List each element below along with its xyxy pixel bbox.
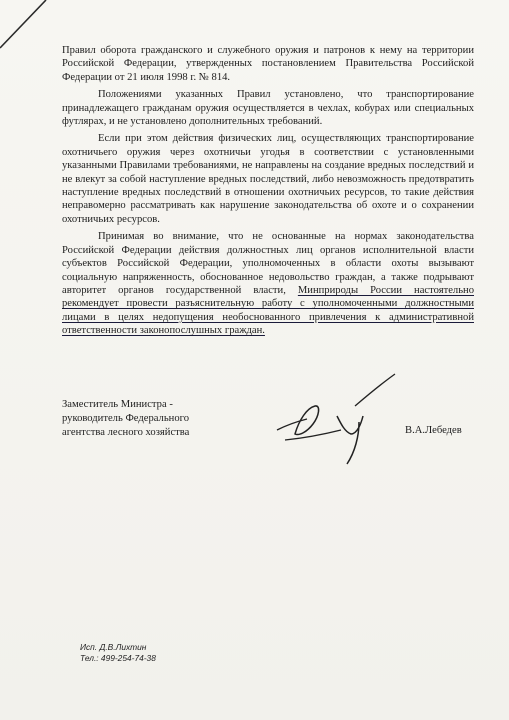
signatory-title <box>62 398 222 440</box>
paragraph-2: Положениями указанных Правил установлено, что транспортирование принадлежащего гражданам оружия осуществляется в чехлах, кобурах или специальных футлярах, и не установлено дополнительных требований. <box>62 89 474 128</box>
signatory-title-line-1: Заместитель Министра - <box>62 399 173 410</box>
executor-name: Исп. Д.В.Лихтин <box>80 642 147 652</box>
paragraph-4 <box>62 230 474 337</box>
executor-phone: Тел.: 499-254-74-38 <box>80 653 156 663</box>
paragraph-4-start: Принимая во внимание, что не основанные на нормах законодательства Российской Федерации действия должностных лиц органов исполнительной власти субъектов Российской Федерации, уполномоченных в области охоты вызывают социальную напряженность, обоснованное недовольство граждан, а также подрывают авторитет органов государственной власти, <box>62 231 474 296</box>
executor-footer <box>80 642 156 664</box>
scan-corner-mark <box>0 0 60 60</box>
signatory-title-line-2: руководитель Федерального <box>62 413 190 424</box>
paragraph-3: Если при этом действия физических лиц, осуществляющих транспортирование охотничьего оружия через охотничьи угодья в соответствии с установленными указанными Правилами требованиями, не направлены на создание вредных последствий и не влекут за собой наступление вредных последствий, либо невозможность предотвратить наступление вредных последствий в отношении охотничьих ресурсов, то такие действия неправомерно рассматривать как нарушение законодательства об охоте и о сохранении охотничьих ресурсов. <box>62 133 474 225</box>
paragraph-1: Правил оборота гражданского и служебного оружия и патронов к нему на территории Российской Федерации, утвержденных постановлением Правительства Российской Федерации от 21 июля 1998 г. № 814. <box>62 45 474 83</box>
letter-body <box>62 44 474 342</box>
signatory-name: В.А.Лебедев <box>405 425 462 436</box>
handwritten-signature <box>255 372 405 472</box>
signatory-title-line-3: агентства лесного хозяйства <box>62 427 190 438</box>
paragraph-4-underlined: Минприроды России настоятельно рекомендует провести разъяснительную работу с уполномоченными должностными лицами в целях недопущения необоснованного привлечения к административной ответственности законопослушных граждан. <box>62 284 474 337</box>
